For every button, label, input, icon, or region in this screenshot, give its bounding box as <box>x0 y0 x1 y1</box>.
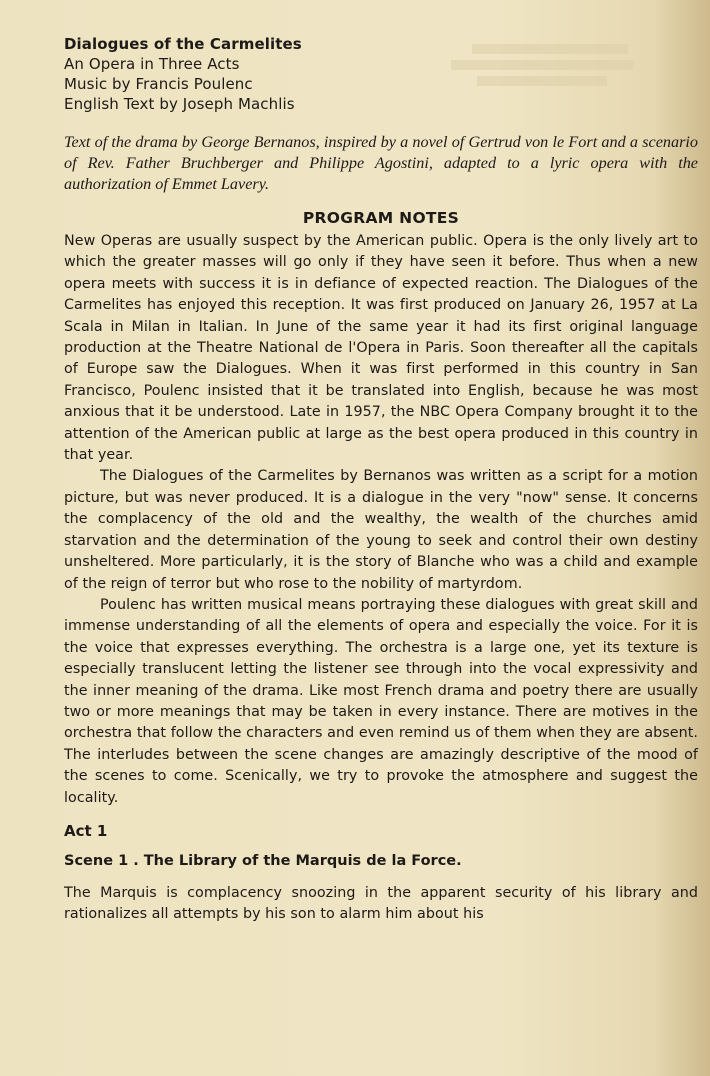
document-body <box>64 34 698 926</box>
opera-subtitle: An Opera in Three Acts <box>64 55 240 73</box>
program-notes-paragraph-2: The Dialogues of the Carmelites by Bernanos was written as a script for a motion picture, but was never produced. It is a dialogue in the very "now" sense. It concerns the complacency of the old and the wealthy, the wealth of the churches amid starvation and the determination of the young to seek and control their own destiny unsheltered. More particularly, it is the story of Blanche who was a child and example of the reign of terror but who rose to the nobility of martyrdom. <box>64 468 698 592</box>
program-notes-heading: PROGRAM NOTES <box>302 209 460 227</box>
opera-title: Dialogues of the Carmelites <box>64 35 302 53</box>
program-notes-paragraph-3: Poulenc has written musical means portraying these dialogues with great skill and immense understanding of all the elements of opera and especially the voice. For it is the voice that expresses everything. The orchestra is a large one, yet its texture is especially translucent letting the listener see through into the vocal expressivity and the inner meaning of the drama. Like most French drama and poetry there are usually two or more meanings that may be taken in every instance. There are motives in the orchestra that follow the characters and even remind us of them when they are absent. The interludes between the scene changes are amazingly descriptive of the mood of the scenes to come. Scenically, we try to provoke the atmosphere and suggest the locality. <box>64 596 698 806</box>
drama-credit-paragraph: Text of the drama by George Bernanos, inspired by a novel of Gertrud von le Fort and a scenario of Rev. Father Bruchberger and Philippe Agostini, adapted to a lyric opera with the authorization of Emmet Lavery. <box>64 133 698 193</box>
program-notes-paragraph-1: New Operas are usually suspect by the American public. Opera is the only lively art to which the greater masses will go only if they have seen it before. Thus when a new opera meets with success it is in defiance of expected reaction. The Dialogues of the Carmelites has enjoyed this reception. It was first produced on January 26, 1957 at La Scala in Milan in Italian. In June of the same year it had its first original language production at the Theatre National de l'Opera in Paris. Soon thereafter all the capitals of Europe saw the Dialogues. When it was first performed in this country in San Francisco, Poulenc insisted that it be translated into English, because he was most anxious that it be understood. Late in 1957, the NBC Opera Company brought it to the attention of the American public at large as the best opera produced in this country in that year. <box>64 233 698 464</box>
act-heading: Act 1 <box>64 821 108 840</box>
scene-description: The Marquis is complacency snoozing in the apparent security of his library and rationalizes all attempts by his son to alarm him about his <box>64 884 698 923</box>
scene-heading: Scene 1 . The Library of the Marquis de la Force. <box>64 852 462 869</box>
english-text-credit: English Text by Joseph Machlis <box>64 95 295 113</box>
music-credit: Music by Francis Poulenc <box>64 75 253 93</box>
